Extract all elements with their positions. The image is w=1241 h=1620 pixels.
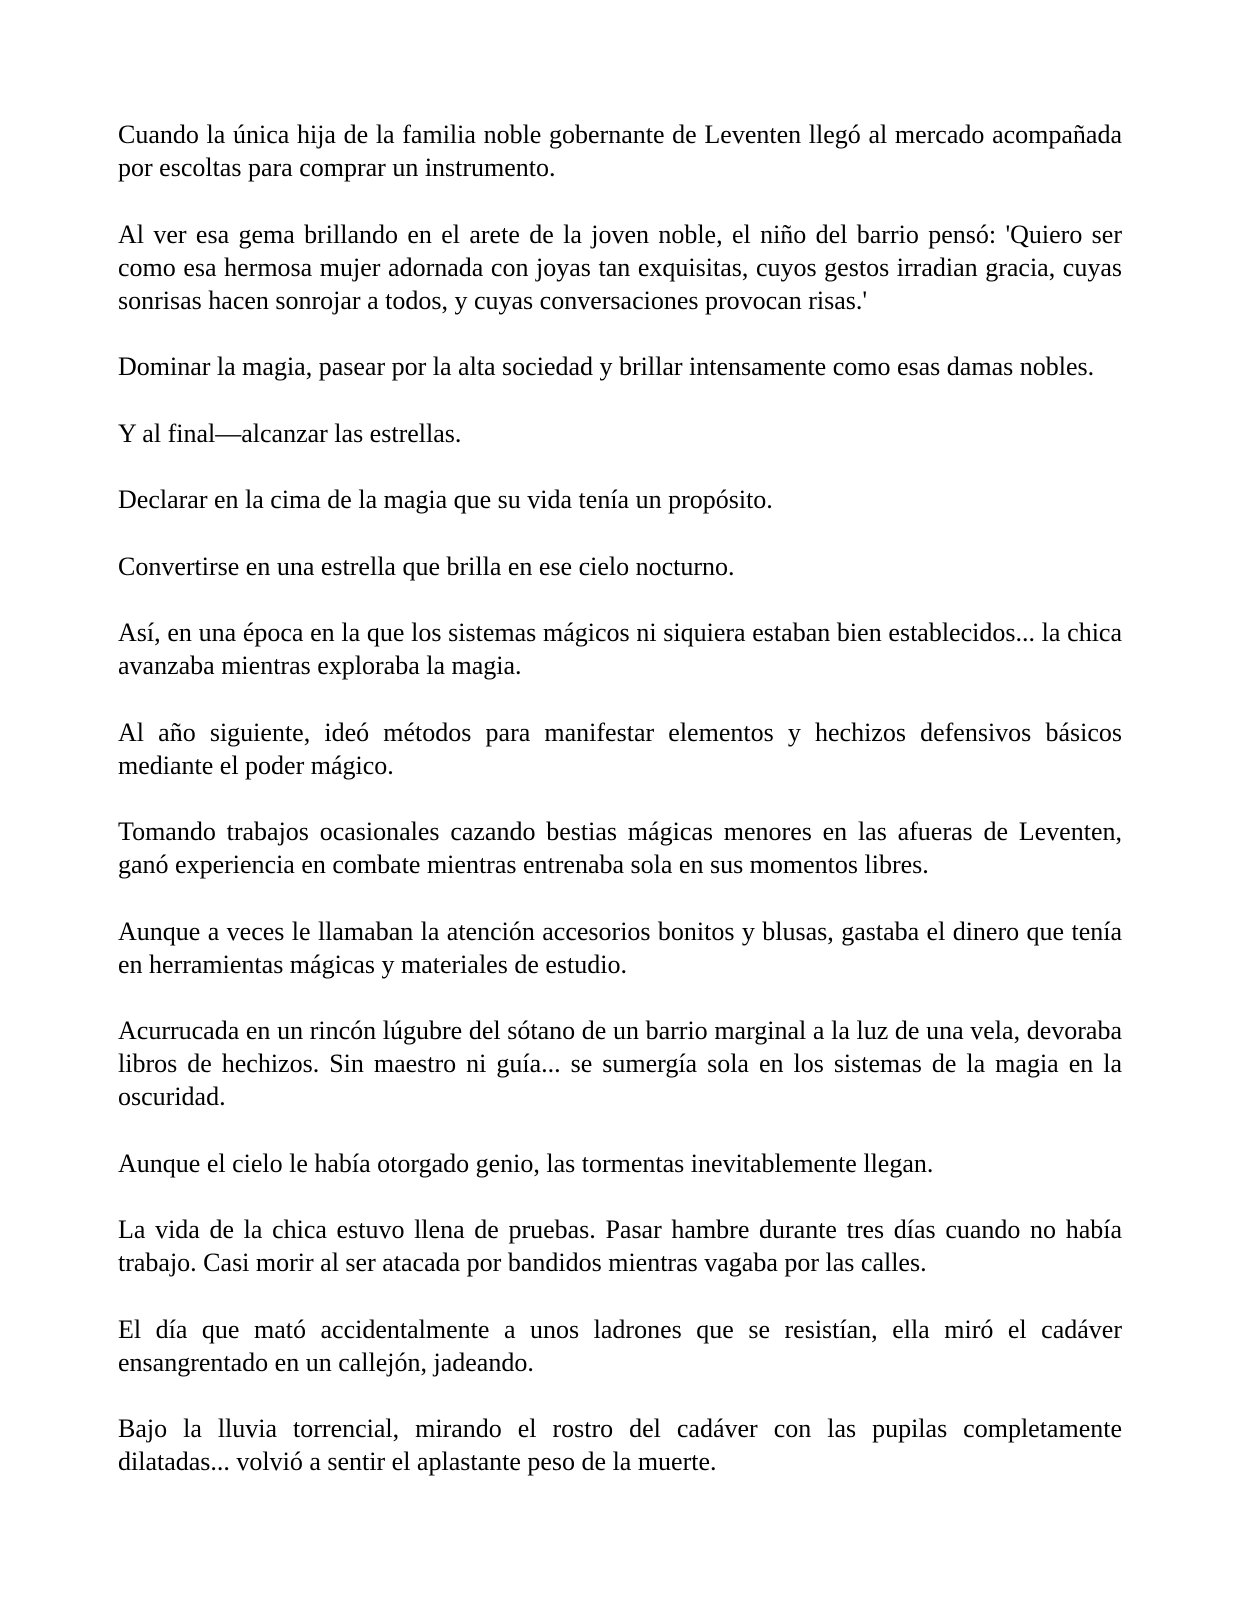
paragraph-5: Declarar en la cima de la magia que su vida tenía un propósito. (118, 485, 773, 514)
paragraph-6: Convertirse en una estrella que brilla en ese cielo nocturno. (118, 551, 735, 581)
paragraph-12: Aunque el cielo le había otorgado genio, las tormentas inevitablemente llegan. (118, 1148, 934, 1178)
document-body (118, 118, 1122, 1512)
paragraph-14: El día que mató accidentalmente a unos ladrones que se resistían, ella miró el cadáver ensangrentado en un callejón, jadeando. (118, 1314, 1122, 1377)
paragraph-1: Cuando la única hija de la familia noble gobernante de Leventen llegó al mercado acompañada por escoltas para comprar un instrumento. (118, 120, 1122, 182)
paragraph-7: Así, en una época en la que los sistemas mágicos ni siquiera estaban bien establecidos... la chica avanzaba mientras exploraba la magia. (118, 618, 1122, 680)
paragraph-11: Acurrucada en un rincón lúgubre del sótano de un barrio marginal a la luz de una vela, devoraba libros de hechizos. Sin maestro ni guía... se sumergía sola en los sistemas de la magia en la oscuridad. (118, 1016, 1122, 1111)
paragraph-3: Dominar la magia, pasear por la alta sociedad y brillar intensamente como esas damas nobles. (118, 352, 1095, 381)
paragraph-9: Tomando trabajos ocasionales cazando bestias mágicas menores en las afueras de Leventen, ganó experiencia en combate mientras entrenaba sola en sus momentos libres. (118, 817, 1122, 879)
paragraph-10: Aunque a veces le llamaban la atención accesorios bonitos y blusas, gastaba el dinero que tenía en herramientas mágicas y materiales de estudio. (118, 916, 1122, 979)
paragraph-2: Al ver esa gema brillando en el arete de la joven noble, el niño del barrio pensó: 'Quiero ser como esa hermosa mujer adornada con joyas tan exquisitas, cuyos gestos irradian gracia, cuyas sonrisas hacen sonrojar a todos, y cuyas conversaciones provocan risas.' (118, 219, 1122, 315)
paragraph-15: Bajo la lluvia torrencial, mirando el rostro del cadáver con las pupilas completamente dilatadas... volvió a sentir el aplastante peso de la muerte. (118, 1414, 1122, 1476)
paragraph-8: Al año siguiente, ideó métodos para manifestar elementos y hechizos defensivos básicos mediante el poder mágico. (118, 717, 1122, 780)
paragraph-4: Y al final—alcanzar las estrellas. (118, 418, 462, 448)
paragraph-13: La vida de la chica estuvo llena de pruebas. Pasar hambre durante tres días cuando no había trabajo. Casi morir al ser atacada por bandidos mientras vagaba por las calles. (118, 1215, 1122, 1277)
